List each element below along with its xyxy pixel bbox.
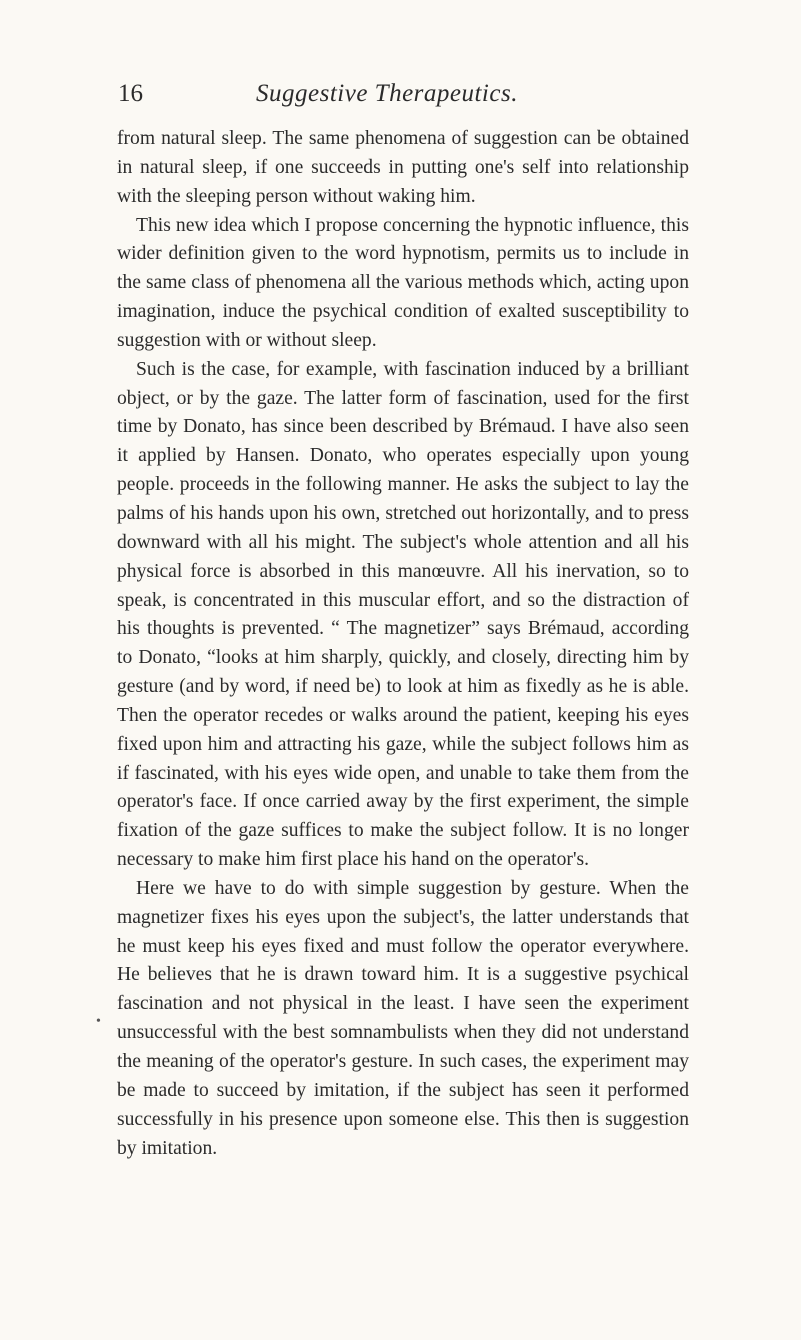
paragraph: This new idea which I propose concerning the hypnotic influence, this wider definition given to the word hypnotism, permits us to include in the same class of phenomena all the various methods which, acting upon imagination, induce the psychical condition of exalted susceptibility to suggestion with or without sleep.: [117, 214, 689, 351]
margin-mark: •: [96, 1014, 101, 1029]
running-title: Suggestive Therapeutics.: [256, 80, 518, 107]
page-number: 16: [118, 80, 143, 107]
paragraph: from natural sleep. The same phenomena of suggestion can be obtained in natural sleep, if one succeeds in putting one's self into relationship with the sleeping person without waking him.: [117, 128, 689, 207]
paragraph: Such is the case, for example, with fascination induced by a brilliant object, or by the gaze. The latter form of fascination, used for the first time by Donato, has since been described by Brémaud. I have also seen it applied by Hansen. Donato, who operates especially upon young people. proceeds in the following manner. He asks the subject to lay the palms of his hands upon his own, stretched out horizontally, and to press downward with all his might. The subject's whole attention and all his physical force is absorbed in this manœuvre. All his inervation, so to speak, is concentrated in this muscular effort, and so the distraction of his thoughts is prevented. “ The magnetizer” says Brémaud, according to Donato, “looks at him sharply, quickly, and closely, directing him by gesture (and by word, if need be) to look at him as fixedly as he is able. Then the operator recedes or walks around the patient, keeping his eyes fixed upon him and attracting his gaze, while the subject follows him as if fascinated, with his eyes wide open, and unable to take them from the operator's face. If once carried away by the first experiment, the simple fixation of the gaze suffices to make the subject follow. It is no longer necessary to make him first place his hand on the operator's.: [117, 358, 689, 871]
running-head: [118, 76, 678, 112]
body-text: [117, 125, 689, 1163]
paragraph: Here we have to do with simple suggestion by gesture. When the magnetizer fixes his eyes upon the subject's, the latter understands that he must keep his eyes fixed and must follow the operator everywhere. He believes that he is drawn toward him. It is a suggestive psychical fascination and not physical in the least. I have seen the experiment unsuccessful with the best somnambulists when they did not understand the meaning of the operator's gesture. In such cases, the experiment may be made to succeed by imitation, if the subject has seen it performed successfully in his presence upon someone else. This then is suggestion by imitation.: [117, 877, 689, 1159]
